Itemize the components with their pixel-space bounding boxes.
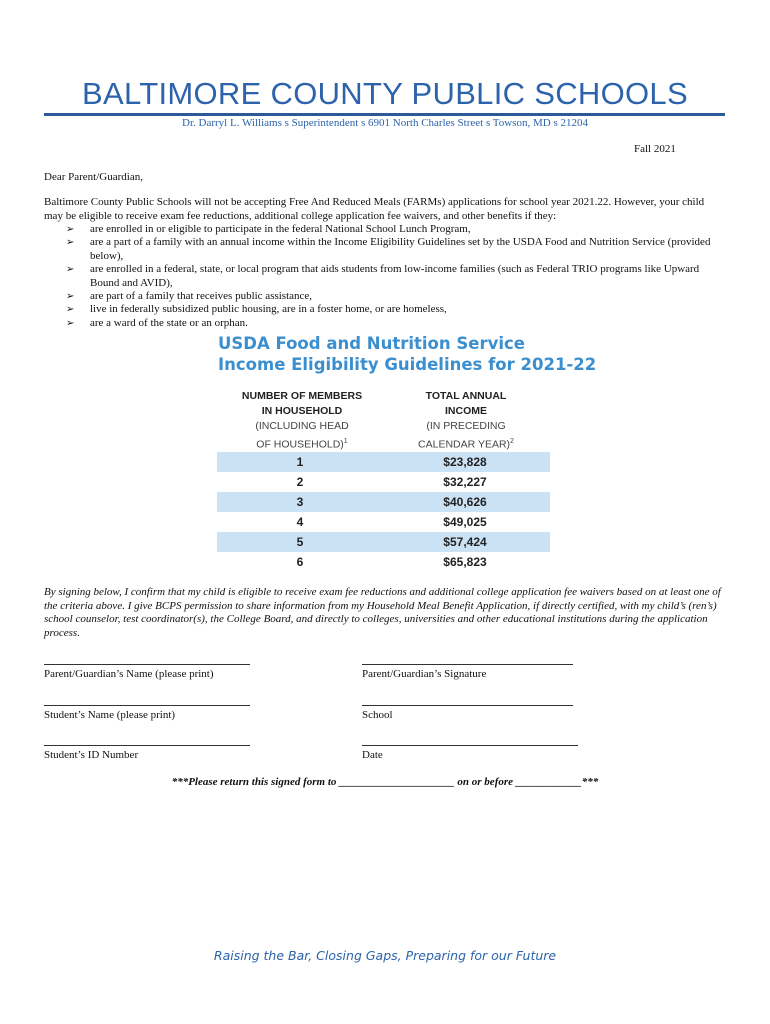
usda-title: USDA Food and Nutrition Service Income Eligibility Guidelines for 2021-22: [218, 334, 597, 374]
student-name-line[interactable]: [44, 705, 250, 706]
table-row: 3 $40,626: [217, 492, 550, 512]
letter-body: [44, 196, 724, 330]
school-line[interactable]: [362, 705, 573, 706]
parent-signature-label: Parent/Guardian’s Signature: [362, 668, 487, 680]
list-item: ➢ are enrolled in a federal, state, or local program that aids students from low-income families (such as Federal TRIO programs like Upward Bound and AVID),: [66, 263, 700, 289]
list-item: ➢ are a ward of the state or an orphan.: [66, 316, 248, 329]
list-item: ➢ are a part of a family with an annual income within the Income Eligibility Guidelines set by the USDA Food and Nutrition Service (provided below),: [66, 236, 711, 262]
arrow-bullet-icon: ➢: [66, 304, 75, 316]
arrow-bullet-icon: ➢: [66, 224, 75, 235]
letter-greeting: Dear Parent/Guardian,: [44, 171, 143, 183]
student-id-label: Student’s ID Number: [44, 749, 139, 761]
header-rule: [44, 113, 725, 116]
student-id-line[interactable]: [44, 745, 250, 746]
arrow-bullet-icon: ➢: [66, 317, 75, 329]
arrow-bullet-icon: ➢: [66, 291, 75, 303]
district-subtitle: Dr. Darryl L. Williams s Superintendent s 6901 North Charles Street s Towson, MD s 21204: [182, 117, 588, 129]
date-line[interactable]: [362, 745, 578, 746]
arrow-bullet-icon: ➢: [66, 237, 75, 249]
district-title: BALTIMORE COUNTY PUBLIC SCHOOLS: [82, 76, 688, 111]
school-label: School: [362, 709, 393, 721]
list-item: ➢ live in federally subsidized public housing, are in a foster home, or are homeless,: [66, 303, 447, 316]
table-row: 6 $65,823: [296, 555, 487, 569]
income-column-header: TOTAL ANNUAL INCOME (IN PRECEDING CALENDAR YEAR)$^2$: [418, 390, 514, 451]
intro-paragraph: Baltimore County Public Schools will not be accepting Free And Reduced Meals (FARMs) applications for school year 2021.22. However, your child may be eligible to receive exam fee reductions, additional college application fee waivers, and other benefits if they:: [44, 196, 705, 222]
list-item: ➢ are part of a family that receives public assistance,: [66, 290, 313, 303]
list-item: ➢ are enrolled in or eligible to participate in the federal National School Lunch Program,: [66, 223, 471, 235]
parent-name-line[interactable]: [44, 664, 250, 665]
letter-date: Fall 2021: [634, 143, 676, 155]
table-row: 5 $57,424: [217, 532, 550, 552]
footer-slogan: Raising the Bar, Closing Gaps, Preparing for our Future: [213, 948, 557, 963]
eligibility-list: [44, 223, 724, 330]
date-label: Date: [362, 749, 383, 761]
table-row: 4 $49,025: [296, 515, 487, 529]
table-row: 2 $32,227: [296, 475, 487, 489]
members-column-header: NUMBER OF MEMBERS IN HOUSEHOLD (INCLUDING HEAD OF HOUSEHOLD)$^1$: [241, 390, 363, 451]
consent-paragraph: By signing below, I confirm that my child is eligible to receive exam fee reductions and additional college application fee waivers based on at least one of the criteria above. I give BCPS permission to share information from my Household Meal Benefit Application, if directly certified, with my child’s (ren’s) school counselor, test coordinator(s), the College Board, and directly to colleges, universities and other educational institutions during the application process.: [44, 586, 721, 639]
student-name-label: Student’s Name (please print): [44, 709, 176, 721]
arrow-bullet-icon: ➢: [66, 264, 75, 276]
return-instructions: ***Please return this signed form to _____________________ on or before ____________***: [171, 776, 599, 788]
table-row: 1 $23,828: [217, 452, 550, 472]
parent-signature-line[interactable]: [362, 664, 573, 665]
parent-name-label: Parent/Guardian’s Name (please print): [44, 668, 214, 680]
